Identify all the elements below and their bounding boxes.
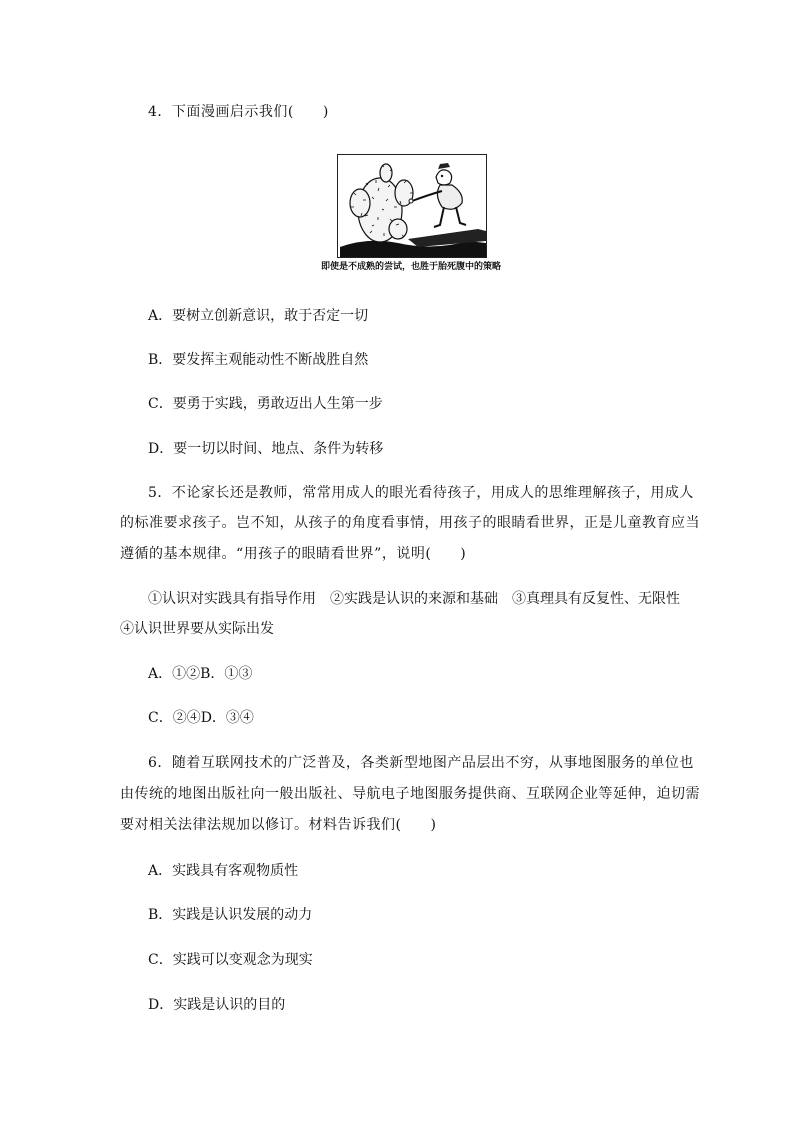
q6-option-b: B．实践是认识发展的动力 — [148, 907, 313, 923]
q6-option-c: C．实践可以变观念为现实 — [148, 952, 313, 968]
q6-stem-line-2: 由传统的地图出版社向一般出版社、导航电子地图服务提供商、互联网企业等延伸，迫切需 — [120, 786, 700, 802]
q4-option-a: A．要树立创新意识，敢于否定一切 — [148, 308, 369, 324]
cactus-cartoon-icon — [338, 155, 487, 258]
q4-stem: 4．下面漫画启示我们( ) — [148, 104, 329, 120]
q6-stem-line-1: 6．随着互联网技术的广泛普及，各类新型地图产品层出不穷，从事地图服务的单位也 — [148, 755, 694, 771]
q6-stem-line-3: 要对相关法律法规加以修订。材料告诉我们( ) — [120, 817, 437, 833]
q6-option-d: D．实践是认识的目的 — [148, 997, 286, 1013]
q5-options-cd: C．②④D．③④ — [148, 710, 254, 726]
q5-items-line-1: ①认识对实践具有指导作用 ②实践是认识的来源和基础 ③真理具有反复性、无限性 — [148, 591, 680, 607]
q5-stem-line-2: 的标准要求孩子。岂不知，从孩子的角度看事情，用孩子的眼睛看世界，正是儿童教育应当 — [120, 515, 700, 531]
q5-stem-line-3: 遵循的基本规律。“用孩子的眼睛看世界”，说明( ) — [120, 546, 467, 562]
q4-option-c: C．要勇于实践，勇敢迈出人生第一步 — [148, 396, 383, 412]
cartoon-illustration — [337, 154, 487, 258]
q5-options-ab: A．①②B．①③ — [148, 666, 253, 682]
q4-option-b: B．要发挥主观能动性不断战胜自然 — [148, 352, 369, 368]
q6-option-a: A．实践具有客观物质性 — [148, 863, 299, 879]
q5-stem-line-1: 5．不论家长还是教师，常常用成人的眼光看待孩子，用成人的思维理解孩子，用成人 — [148, 485, 694, 501]
q4-option-d: D．要一切以时间、地点、条件为转移 — [148, 441, 384, 457]
q5-items-line-2: ④认识世界要从实际出发 — [120, 621, 274, 637]
cartoon-caption: 即使是不成熟的尝试，也胜于胎死腹中的策略 — [320, 262, 501, 272]
